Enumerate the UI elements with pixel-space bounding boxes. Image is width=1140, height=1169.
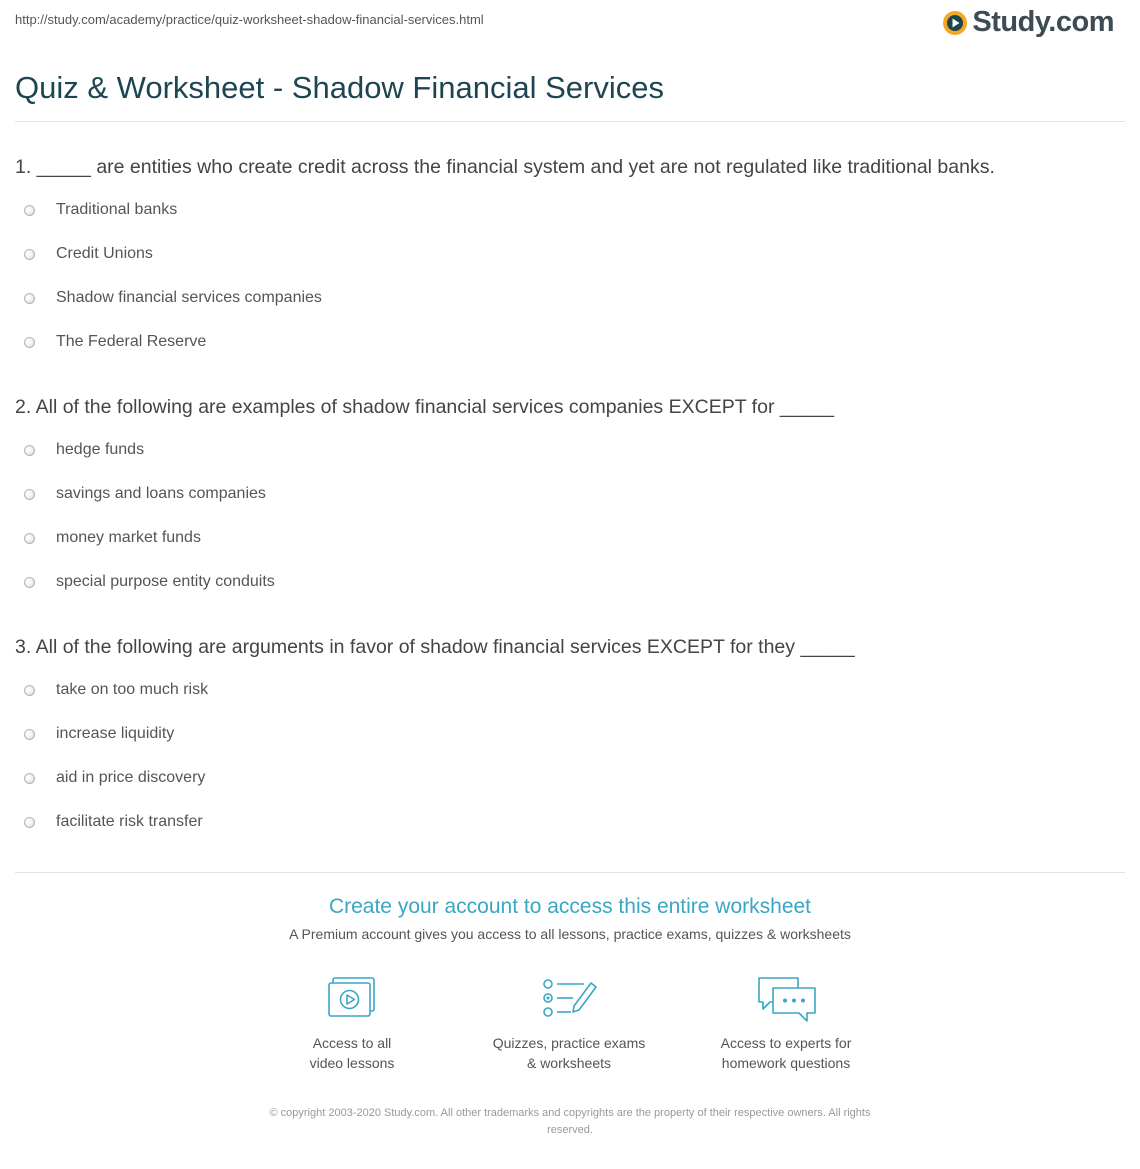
answer-option[interactable] <box>15 668 1125 712</box>
feature-experts <box>691 975 881 1073</box>
page-title: Quiz & Worksheet - Shadow Financial Services <box>15 70 664 105</box>
answer-label: savings and loans companies <box>56 485 266 502</box>
radio-button[interactable] <box>24 533 35 544</box>
chat-bubbles-icon <box>754 975 818 1025</box>
feature-label-line1: Access to all <box>312 1035 392 1051</box>
copyright-line1: © copyright 2003-2020 Study.com. All other trademarks and copyrights are the property of their respective owners. All rights <box>269 1107 871 1119</box>
answer-option[interactable] <box>15 560 1125 604</box>
logo-text: Study.com <box>972 6 1114 38</box>
feature-label-line1: Access to experts for <box>720 1035 852 1051</box>
radio-button[interactable] <box>24 489 35 500</box>
create-account-link[interactable]: Create your account to access this entire worksheet <box>328 895 812 918</box>
answer-label: increase liquidity <box>56 725 175 742</box>
feature-label-line2: video lessons <box>309 1055 395 1071</box>
page-url: http://study.com/academy/practice/quiz-worksheet-shadow-financial-services.html <box>15 12 484 27</box>
question-text: 2. All of the following are examples of shadow financial services companies EXCEPT for _____ <box>15 396 835 418</box>
feature-video-lessons <box>257 975 447 1073</box>
answer-option[interactable] <box>15 472 1125 516</box>
title-divider <box>15 121 1125 122</box>
answer-option[interactable] <box>15 800 1125 844</box>
question-3 <box>15 635 1125 844</box>
answer-label: special purpose entity conduits <box>56 573 275 590</box>
answer-list <box>15 428 1125 604</box>
answer-label: Credit Unions <box>56 245 153 262</box>
feature-label-line2: homework questions <box>721 1055 851 1071</box>
quiz-checklist-icon <box>540 975 598 1021</box>
answer-option[interactable] <box>15 516 1125 560</box>
feature-label-line1: Quizzes, practice exams <box>492 1035 646 1051</box>
radio-button[interactable] <box>24 817 35 828</box>
section-divider <box>15 872 1125 873</box>
radio-button[interactable] <box>24 577 35 588</box>
copyright-footer <box>0 1105 1140 1139</box>
feature-label-line2: & worksheets <box>526 1055 612 1071</box>
answer-option[interactable] <box>15 320 1125 364</box>
radio-button[interactable] <box>24 685 35 696</box>
answer-label: Shadow financial services companies <box>56 289 322 306</box>
play-circle-icon <box>942 10 968 36</box>
question-text: 3. All of the following are arguments in favor of shadow financial services EXCEPT for they _____ <box>15 636 855 658</box>
question-2 <box>15 395 1125 604</box>
study-logo[interactable] <box>942 6 1114 39</box>
answer-list <box>15 668 1125 844</box>
copyright-line2: reserved. <box>547 1124 593 1136</box>
answer-list <box>15 188 1125 364</box>
answer-option[interactable] <box>15 428 1125 472</box>
question-1 <box>15 155 1125 364</box>
radio-button[interactable] <box>24 249 35 260</box>
answer-label: hedge funds <box>56 441 145 458</box>
feature-quizzes <box>474 975 664 1073</box>
answer-label: money market funds <box>56 529 201 546</box>
radio-button[interactable] <box>24 445 35 456</box>
answer-option[interactable] <box>15 756 1125 800</box>
radio-button[interactable] <box>24 205 35 216</box>
radio-button[interactable] <box>24 337 35 348</box>
answer-option[interactable] <box>15 232 1125 276</box>
question-text: 1. _____ are entities who create credit across the financial system and yet are not regulated like traditional banks. <box>15 156 995 178</box>
answer-option[interactable] <box>15 276 1125 320</box>
answer-option[interactable] <box>15 712 1125 756</box>
radio-button[interactable] <box>24 729 35 740</box>
answer-option[interactable] <box>15 188 1125 232</box>
answer-label: take on too much risk <box>56 681 209 698</box>
answer-label: facilitate risk transfer <box>56 813 203 830</box>
premium-description: A Premium account gives you access to all lessons, practice exams, quizzes & worksheets <box>289 926 851 942</box>
radio-button[interactable] <box>24 773 35 784</box>
answer-label: The Federal Reserve <box>56 333 207 350</box>
answer-label: aid in price discovery <box>56 769 206 786</box>
video-lessons-icon <box>326 975 378 1021</box>
radio-button[interactable] <box>24 293 35 304</box>
answer-label: Traditional banks <box>56 201 178 218</box>
